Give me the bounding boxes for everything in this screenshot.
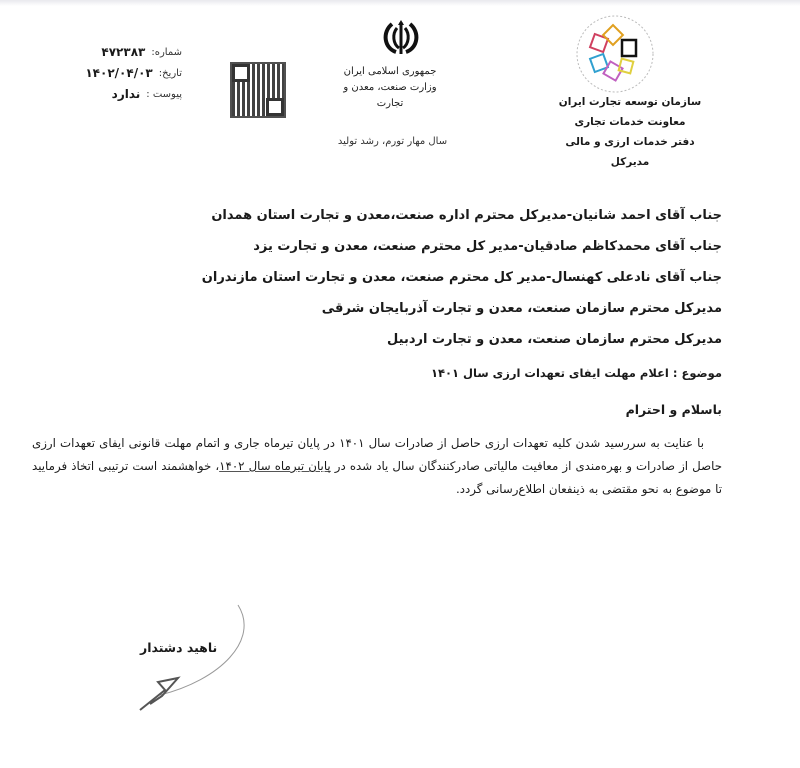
- letter-number: شماره: ۴۷۲۳۸۳: [101, 45, 182, 59]
- signer-name: ناهید دشتدار: [140, 640, 218, 655]
- deadline-underlined: پایان تیرماه سال ۱۴۰۲: [219, 459, 331, 473]
- recipient-list: [122, 200, 722, 355]
- handwritten-signature-icon: [120, 600, 260, 730]
- top-edge: [0, 0, 800, 6]
- letter-meta: [62, 42, 182, 105]
- tpo-logo-icon: [572, 12, 658, 96]
- recipient: جناب آقای احمد شانیان-مدیرکل محترم اداره صنعت،معدن و تجارت استان همدان: [211, 208, 722, 223]
- letter-attachment: پیوست : ندارد: [111, 87, 182, 101]
- year-slogan: سال مهار تورم، رشد تولید: [337, 136, 448, 147]
- issuing-organization: سازمان توسعه تجارت ایران معاونت خدمات تجاری دفتر خدمات ارزی و مالی مدیرکل: [558, 96, 702, 168]
- recipient: مدیرکل محترم سازمان صنعت، معدن و تجارت اردبیل: [387, 332, 722, 347]
- greeting: باسلام و احترام: [625, 402, 722, 417]
- qr-code-icon: [230, 62, 286, 118]
- letter-body: با عنایت به سررسید شدن کلیه تعهدات ارزی حاصل از صادرات سال ۱۴۰۱ در پایان تیرماه جاری و اتمام مهلت قانونی ایفای تعهدات ارزی حاصل از صادرات و بهره‌مندی از معافیت مالیاتی صادرکنندگان سال یاد شده در پایان تیرماه سال ۱۴۰۲، خواهشمند است ترتیبی اتخاذ فرمایید تا موضوع به نحو مقتضی به ذینفعان اطلاع‌رسانی گردد.: [32, 436, 722, 496]
- ministry-title: جمهوری اسلامی ایران وزارت صنعت، معدن و تجارت: [343, 66, 437, 109]
- letter-subject: موضوع : اعلام مهلت ایفای تعهدات ارزی سال ۱۴۰۱: [430, 366, 722, 380]
- recipient: مدیرکل محترم سازمان صنعت، معدن و تجارت آذربایجان شرقی: [321, 301, 722, 316]
- recipient: جناب آقای محمدکاظم صادقیان-مدیر کل محترم صنعت، معدن و تجارت یزد: [253, 239, 722, 254]
- recipient: جناب آقای نادعلی کهنسال-مدیر کل محترم صنعت، معدن و تجارت استان مازندران: [201, 270, 722, 285]
- iran-emblem-icon: [380, 18, 422, 58]
- letter-date: تاریخ: ۱۴۰۲/۰۴/۰۳: [85, 66, 182, 80]
